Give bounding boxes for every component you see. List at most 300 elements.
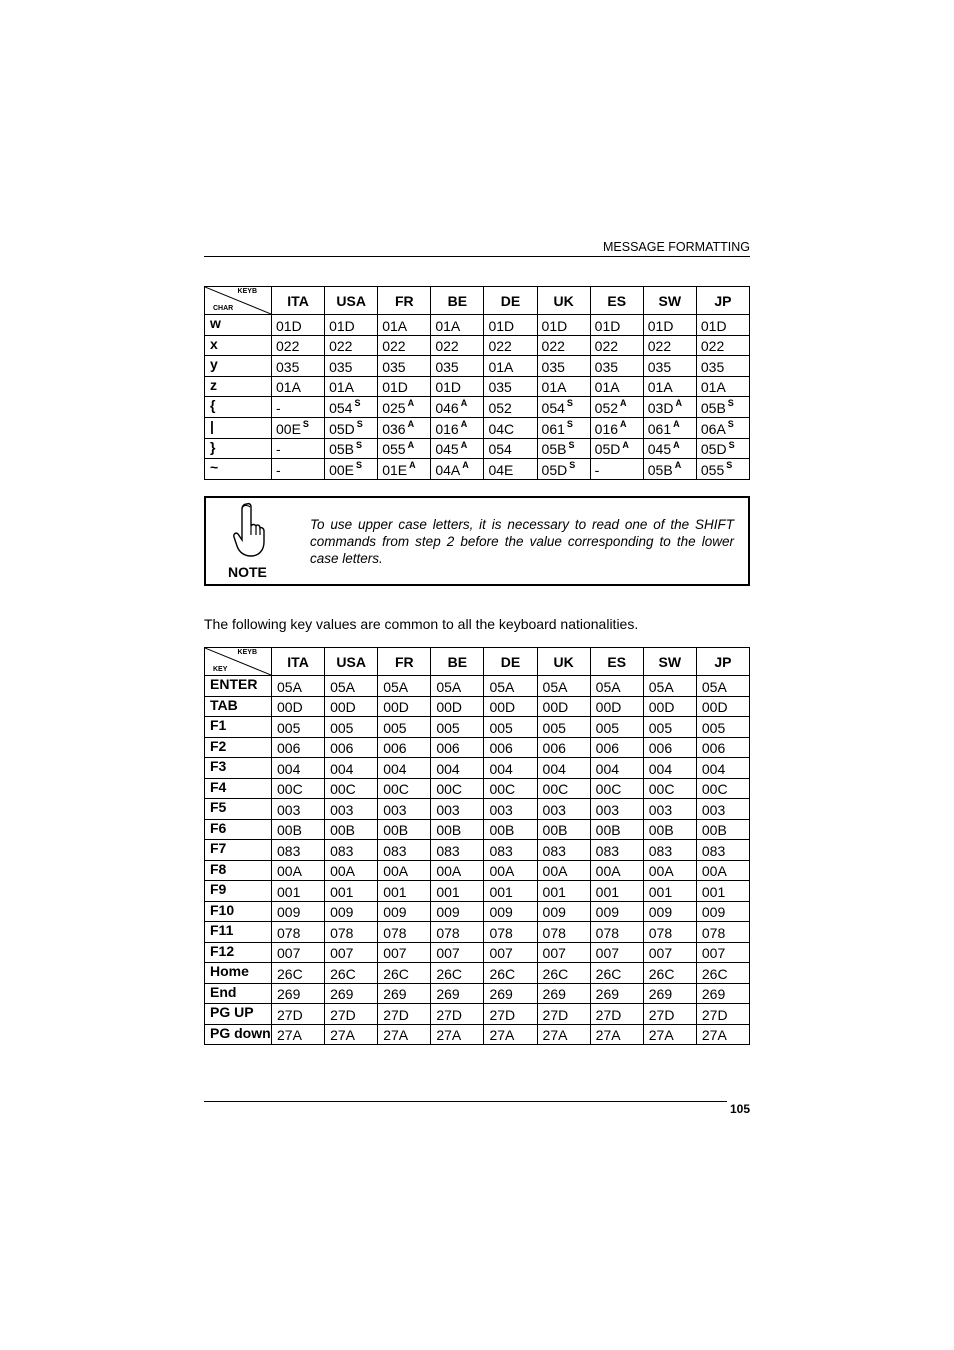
table-cell: [484, 376, 537, 397]
cell-value: 01D: [276, 317, 302, 334]
table-cell: [590, 417, 643, 438]
table-row: [205, 1004, 750, 1025]
table-cell: 26C: [378, 963, 431, 984]
table-cell: 006: [325, 737, 378, 758]
table-cell: 00C: [272, 778, 325, 799]
table-cell: 27D: [696, 1004, 749, 1025]
table-cell: 27A: [325, 1024, 378, 1045]
cell-modifier: S: [356, 439, 363, 450]
table-cell: [696, 356, 749, 377]
table-cell: 007: [590, 942, 643, 963]
table-cell: 003: [272, 799, 325, 820]
column-header: ITA: [272, 648, 325, 676]
table-row: [205, 676, 750, 697]
cell-value: 00E: [329, 461, 355, 478]
table-cell: 005: [272, 717, 325, 738]
table-cell: [484, 315, 537, 336]
table-cell: 00C: [325, 778, 378, 799]
cell-value: 00E: [276, 420, 301, 437]
table-cell: 004: [696, 758, 749, 779]
table-cell: [272, 438, 325, 459]
table-cell: [643, 397, 696, 418]
cell-modifier: S: [568, 439, 575, 450]
cell-value: 052: [594, 399, 619, 416]
table-cell: 003: [590, 799, 643, 820]
corner-label-top: KEYB: [237, 288, 257, 295]
cell-modifier: S: [727, 398, 734, 409]
table-cell: 00D: [431, 696, 484, 717]
cell-value: 046: [435, 399, 459, 416]
table-cell: 00D: [272, 696, 325, 717]
cell-value: 01A: [488, 358, 514, 375]
column-header: JP: [696, 648, 749, 676]
table-row: [205, 922, 750, 943]
table-cell: 006: [378, 737, 431, 758]
table-cell: 269: [431, 983, 484, 1004]
cell-value: 054: [329, 399, 353, 416]
column-header: BE: [431, 287, 484, 315]
table-cell: 27D: [378, 1004, 431, 1025]
table-cell: 27A: [590, 1024, 643, 1045]
table-cell: 269: [643, 983, 696, 1004]
table-cell: 00C: [643, 778, 696, 799]
table-cell: 001: [378, 881, 431, 902]
table-cell: 009: [537, 901, 590, 922]
cell-value: 035: [276, 358, 300, 375]
column-header: ES: [590, 648, 643, 676]
cell-value: 01A: [276, 379, 301, 396]
column-header: BE: [431, 648, 484, 676]
table-cell: 004: [484, 758, 537, 779]
cell-modifier: S: [354, 398, 361, 409]
table-cell: [431, 335, 484, 356]
table-cell: 00A: [590, 860, 643, 881]
cell-value: 03D: [647, 399, 674, 416]
column-header: ES: [590, 287, 643, 315]
table-cell: 00B: [643, 819, 696, 840]
table-cell: [590, 438, 643, 459]
cell-value: 022: [488, 338, 512, 355]
table-cell: 005: [643, 717, 696, 738]
table-corner-cell: [205, 287, 272, 315]
table-cell: 006: [643, 737, 696, 758]
table-cell: [643, 438, 696, 459]
table-cell: 05A: [325, 676, 378, 697]
table-cell: 006: [696, 737, 749, 758]
table-cell: [378, 438, 431, 459]
cell-value: 01A: [700, 379, 726, 396]
row-label: Home: [205, 963, 272, 984]
table-cell: 05A: [484, 676, 537, 697]
table-cell: [431, 438, 484, 459]
cell-value: 055: [382, 441, 406, 458]
table-cell: [590, 376, 643, 397]
cell-value: 035: [382, 358, 406, 375]
corner-label-bottom: CHAR: [213, 305, 234, 312]
table-cell: 00B: [484, 819, 537, 840]
table-cell: 00B: [272, 819, 325, 840]
table-cell: 001: [696, 881, 749, 902]
table-cell: [272, 397, 325, 418]
table-cell: 26C: [484, 963, 537, 984]
row-label: ~: [205, 459, 272, 480]
row-label: F11: [205, 922, 272, 943]
table-cell: [643, 417, 696, 438]
table-cell: 003: [431, 799, 484, 820]
note-label: NOTE: [228, 564, 267, 580]
table-cell: 004: [643, 758, 696, 779]
row-label: TAB: [205, 696, 272, 717]
table-cell: [431, 356, 484, 377]
cell-value: 01A: [647, 379, 673, 396]
table-cell: 00D: [643, 696, 696, 717]
table-cell: 009: [590, 901, 643, 922]
table-cell: 27A: [537, 1024, 590, 1045]
table-cell: 003: [378, 799, 431, 820]
table-cell: [272, 356, 325, 377]
table-cell: 269: [484, 983, 537, 1004]
cell-value: 054: [541, 399, 565, 416]
table-cell: [272, 417, 325, 438]
table-cell: 083: [484, 840, 537, 861]
table-cell: 078: [537, 922, 590, 943]
row-label: F5: [205, 799, 272, 820]
table-row: [205, 901, 750, 922]
corner-label-top: KEYB: [237, 649, 257, 656]
cell-modifier: S: [727, 418, 734, 429]
cell-value: 01D: [541, 317, 568, 334]
table-cell: [590, 356, 643, 377]
cell-value: 05D: [594, 441, 621, 458]
column-header: JP: [696, 287, 749, 315]
cell-value: 022: [435, 338, 459, 355]
cell-value: 06A: [700, 420, 726, 437]
table-cell: 009: [696, 901, 749, 922]
row-label: y: [205, 356, 272, 377]
table-header-row: [205, 648, 750, 676]
note-text: To use upper case letters, it is necessary to read one of the SHIFT commands from step 2 before the value corresponding to the lower case letters.: [310, 517, 734, 566]
table-cell: 00B: [537, 819, 590, 840]
running-header: MESSAGE FORMATTING: [603, 240, 750, 254]
cell-modifier: A: [407, 439, 415, 450]
table-row: [205, 717, 750, 738]
table-cell: 00C: [537, 778, 590, 799]
cell-value: 01A: [329, 379, 355, 396]
table-row: [205, 315, 750, 336]
table-cell: [590, 315, 643, 336]
table-cell: 269: [272, 983, 325, 1004]
note-box: [204, 496, 750, 586]
row-label: w: [205, 315, 272, 336]
cell-value: 055: [700, 461, 725, 478]
cell-value: 04E: [488, 461, 514, 478]
cell-modifier: A: [620, 418, 627, 429]
table-row: [205, 438, 750, 459]
cell-value: 035: [435, 358, 459, 375]
table-cell: 005: [484, 717, 537, 738]
cell-modifier: A: [673, 439, 680, 450]
table-cell: 078: [590, 922, 643, 943]
table-cell: 005: [431, 717, 484, 738]
table-cell: 006: [484, 737, 537, 758]
cell-value: 061: [541, 420, 565, 437]
table-cell: 006: [590, 737, 643, 758]
cell-value: 035: [488, 379, 512, 396]
table-cell: [325, 397, 378, 418]
cell-value: 022: [276, 338, 300, 355]
table-cell: [643, 459, 696, 480]
intro-paragraph: The following key values are common to all the keyboard nationalities.: [204, 616, 639, 632]
table-cell: 001: [590, 881, 643, 902]
header-rule: [204, 256, 750, 257]
cell-modifier: S: [566, 398, 573, 409]
table-cell: 27A: [643, 1024, 696, 1045]
table-cell: 27D: [590, 1004, 643, 1025]
cell-modifier: S: [302, 418, 309, 429]
table-cell: 004: [590, 758, 643, 779]
table-cell: 083: [590, 840, 643, 861]
cell-modifier: S: [566, 418, 573, 429]
column-header: UK: [537, 287, 590, 315]
table-cell: [696, 315, 749, 336]
table-cell: 27A: [378, 1024, 431, 1045]
cell-value: 016: [435, 420, 459, 437]
row-label: |: [205, 417, 272, 438]
column-header: ITA: [272, 287, 325, 315]
table-row: [205, 335, 750, 356]
cell-value: 061: [647, 420, 672, 437]
table-cell: 078: [643, 922, 696, 943]
cell-value: 05D: [329, 420, 355, 437]
table-cell: 007: [643, 942, 696, 963]
table-cell: 05A: [537, 676, 590, 697]
table-row: [205, 1024, 750, 1045]
table-cell: 00C: [590, 778, 643, 799]
table-cell: 05A: [378, 676, 431, 697]
table-cell: 00C: [696, 778, 749, 799]
table-cell: 005: [590, 717, 643, 738]
row-label: F2: [205, 737, 272, 758]
table-cell: 007: [272, 942, 325, 963]
cell-modifier: S: [728, 439, 735, 450]
page-number: 105: [729, 1102, 750, 1116]
cell-value: 022: [700, 338, 725, 355]
table-cell: 00D: [590, 696, 643, 717]
corner-label-bottom: KEY: [213, 666, 228, 673]
table-cell: [590, 335, 643, 356]
table-cell: 00B: [378, 819, 431, 840]
table-cell: [537, 356, 590, 377]
cell-value: 01D: [382, 379, 408, 396]
table-cell: 27D: [325, 1004, 378, 1025]
table-cell: 26C: [537, 963, 590, 984]
table-row: [205, 942, 750, 963]
cell-value: 05B: [541, 441, 567, 458]
table-cell: 269: [325, 983, 378, 1004]
table-cell: [325, 356, 378, 377]
table-cell: 083: [272, 840, 325, 861]
row-label: F9: [205, 881, 272, 902]
table-cell: 27D: [431, 1004, 484, 1025]
cell-value: 035: [594, 358, 619, 375]
table-cell: [537, 376, 590, 397]
table-cell: 078: [696, 922, 749, 943]
table-cell: 00C: [484, 778, 537, 799]
table-cell: 006: [431, 737, 484, 758]
row-label: x: [205, 335, 272, 356]
table-cell: [272, 459, 325, 480]
table-cell: 003: [325, 799, 378, 820]
table-cell: 004: [378, 758, 431, 779]
table-row: [205, 397, 750, 418]
table-cell: 00A: [325, 860, 378, 881]
table-cell: 27A: [431, 1024, 484, 1045]
cell-modifier: S: [356, 460, 363, 471]
table-cell: [537, 315, 590, 336]
table-cell: 007: [431, 942, 484, 963]
table-cell: [325, 438, 378, 459]
row-label: PG down: [205, 1024, 272, 1045]
table-cell: [431, 376, 484, 397]
table-cell: 00A: [272, 860, 325, 881]
table-cell: 001: [431, 881, 484, 902]
cell-value: 01D: [488, 317, 515, 334]
table-cell: [378, 356, 431, 377]
row-label: {: [205, 397, 272, 418]
table-cell: 003: [537, 799, 590, 820]
table-cell: 005: [325, 717, 378, 738]
column-header: DE: [484, 287, 537, 315]
cell-value: 045: [435, 441, 459, 458]
table-cell: 26C: [696, 963, 749, 984]
table-cell: 078: [272, 922, 325, 943]
table-cell: 26C: [272, 963, 325, 984]
pointing-hand-icon: [233, 502, 265, 558]
table-cell: 00D: [378, 696, 431, 717]
table-cell: 00B: [325, 819, 378, 840]
cell-modifier: A: [460, 439, 468, 450]
column-header: UK: [537, 648, 590, 676]
cell-value: 01A: [382, 317, 408, 334]
row-label: z: [205, 376, 272, 397]
cell-value: 022: [382, 338, 406, 355]
table-cell: 004: [537, 758, 590, 779]
table-cell: 083: [378, 840, 431, 861]
table-cell: 27D: [537, 1004, 590, 1025]
table-row: [205, 758, 750, 779]
table-cell: 003: [696, 799, 749, 820]
column-header: SW: [643, 648, 696, 676]
cell-value: 04A: [435, 461, 461, 478]
table-row: [205, 778, 750, 799]
table-cell: [643, 376, 696, 397]
table-cell: [537, 438, 590, 459]
row-label: F12: [205, 942, 272, 963]
cell-value: 036: [382, 420, 406, 437]
table-cell: 05A: [696, 676, 749, 697]
table-cell: 00A: [378, 860, 431, 881]
table-cell: 26C: [643, 963, 696, 984]
table-row: [205, 356, 750, 377]
table-cell: [484, 438, 537, 459]
cell-modifier: A: [407, 398, 415, 409]
table-cell: 00D: [696, 696, 749, 717]
table-cell: 009: [325, 901, 378, 922]
table-cell: 009: [431, 901, 484, 922]
table-cell: [484, 417, 537, 438]
cell-value: 022: [329, 338, 353, 355]
table-cell: 006: [272, 737, 325, 758]
table-cell: 009: [643, 901, 696, 922]
table-cell: [378, 397, 431, 418]
cell-value: 045: [647, 441, 672, 458]
cell-value: 01D: [700, 317, 727, 334]
cell-value: -: [276, 441, 281, 458]
table-cell: [378, 417, 431, 438]
table-cell: [378, 376, 431, 397]
table-cell: [484, 335, 537, 356]
table-cell: [378, 459, 431, 480]
table-cell: [431, 459, 484, 480]
cell-value: 01A: [594, 379, 620, 396]
table-cell: 269: [696, 983, 749, 1004]
table-cell: 003: [484, 799, 537, 820]
cell-value: 01D: [329, 317, 355, 334]
row-label: ENTER: [205, 676, 272, 697]
table-cell: 009: [272, 901, 325, 922]
table-cell: 005: [378, 717, 431, 738]
table-cell: 083: [431, 840, 484, 861]
table-cell: [484, 356, 537, 377]
table-cell: 27D: [272, 1004, 325, 1025]
cell-value: 05D: [700, 441, 727, 458]
cell-value: 022: [541, 338, 565, 355]
table-cell: [272, 315, 325, 336]
column-header: DE: [484, 648, 537, 676]
table-cell: [325, 459, 378, 480]
cell-value: 054: [488, 441, 512, 458]
cell-value: 01D: [647, 317, 674, 334]
table-row: [205, 840, 750, 861]
table-cell: [643, 356, 696, 377]
cell-value: 05B: [700, 399, 726, 416]
table-cell: 26C: [590, 963, 643, 984]
table-cell: [378, 335, 431, 356]
table-cell: [643, 315, 696, 336]
cell-modifier: S: [356, 418, 363, 429]
column-header: FR: [378, 648, 431, 676]
row-label: F1: [205, 717, 272, 738]
cell-value: 022: [647, 338, 672, 355]
table-cell: 00C: [431, 778, 484, 799]
table-row: [205, 737, 750, 758]
table-cell: [537, 335, 590, 356]
cell-value: 01A: [435, 317, 461, 334]
cell-modifier: A: [673, 418, 680, 429]
table-cell: 00B: [696, 819, 749, 840]
table-cell: 269: [590, 983, 643, 1004]
table-cell: [590, 459, 643, 480]
footer-rule: [204, 1101, 727, 1102]
table-cell: 00D: [484, 696, 537, 717]
table-cell: 26C: [325, 963, 378, 984]
cell-value: -: [276, 461, 281, 478]
row-label: F6: [205, 819, 272, 840]
table-cell: [431, 315, 484, 336]
table-cell: 078: [378, 922, 431, 943]
table-cell: [696, 397, 749, 418]
cell-modifier: A: [462, 460, 469, 471]
